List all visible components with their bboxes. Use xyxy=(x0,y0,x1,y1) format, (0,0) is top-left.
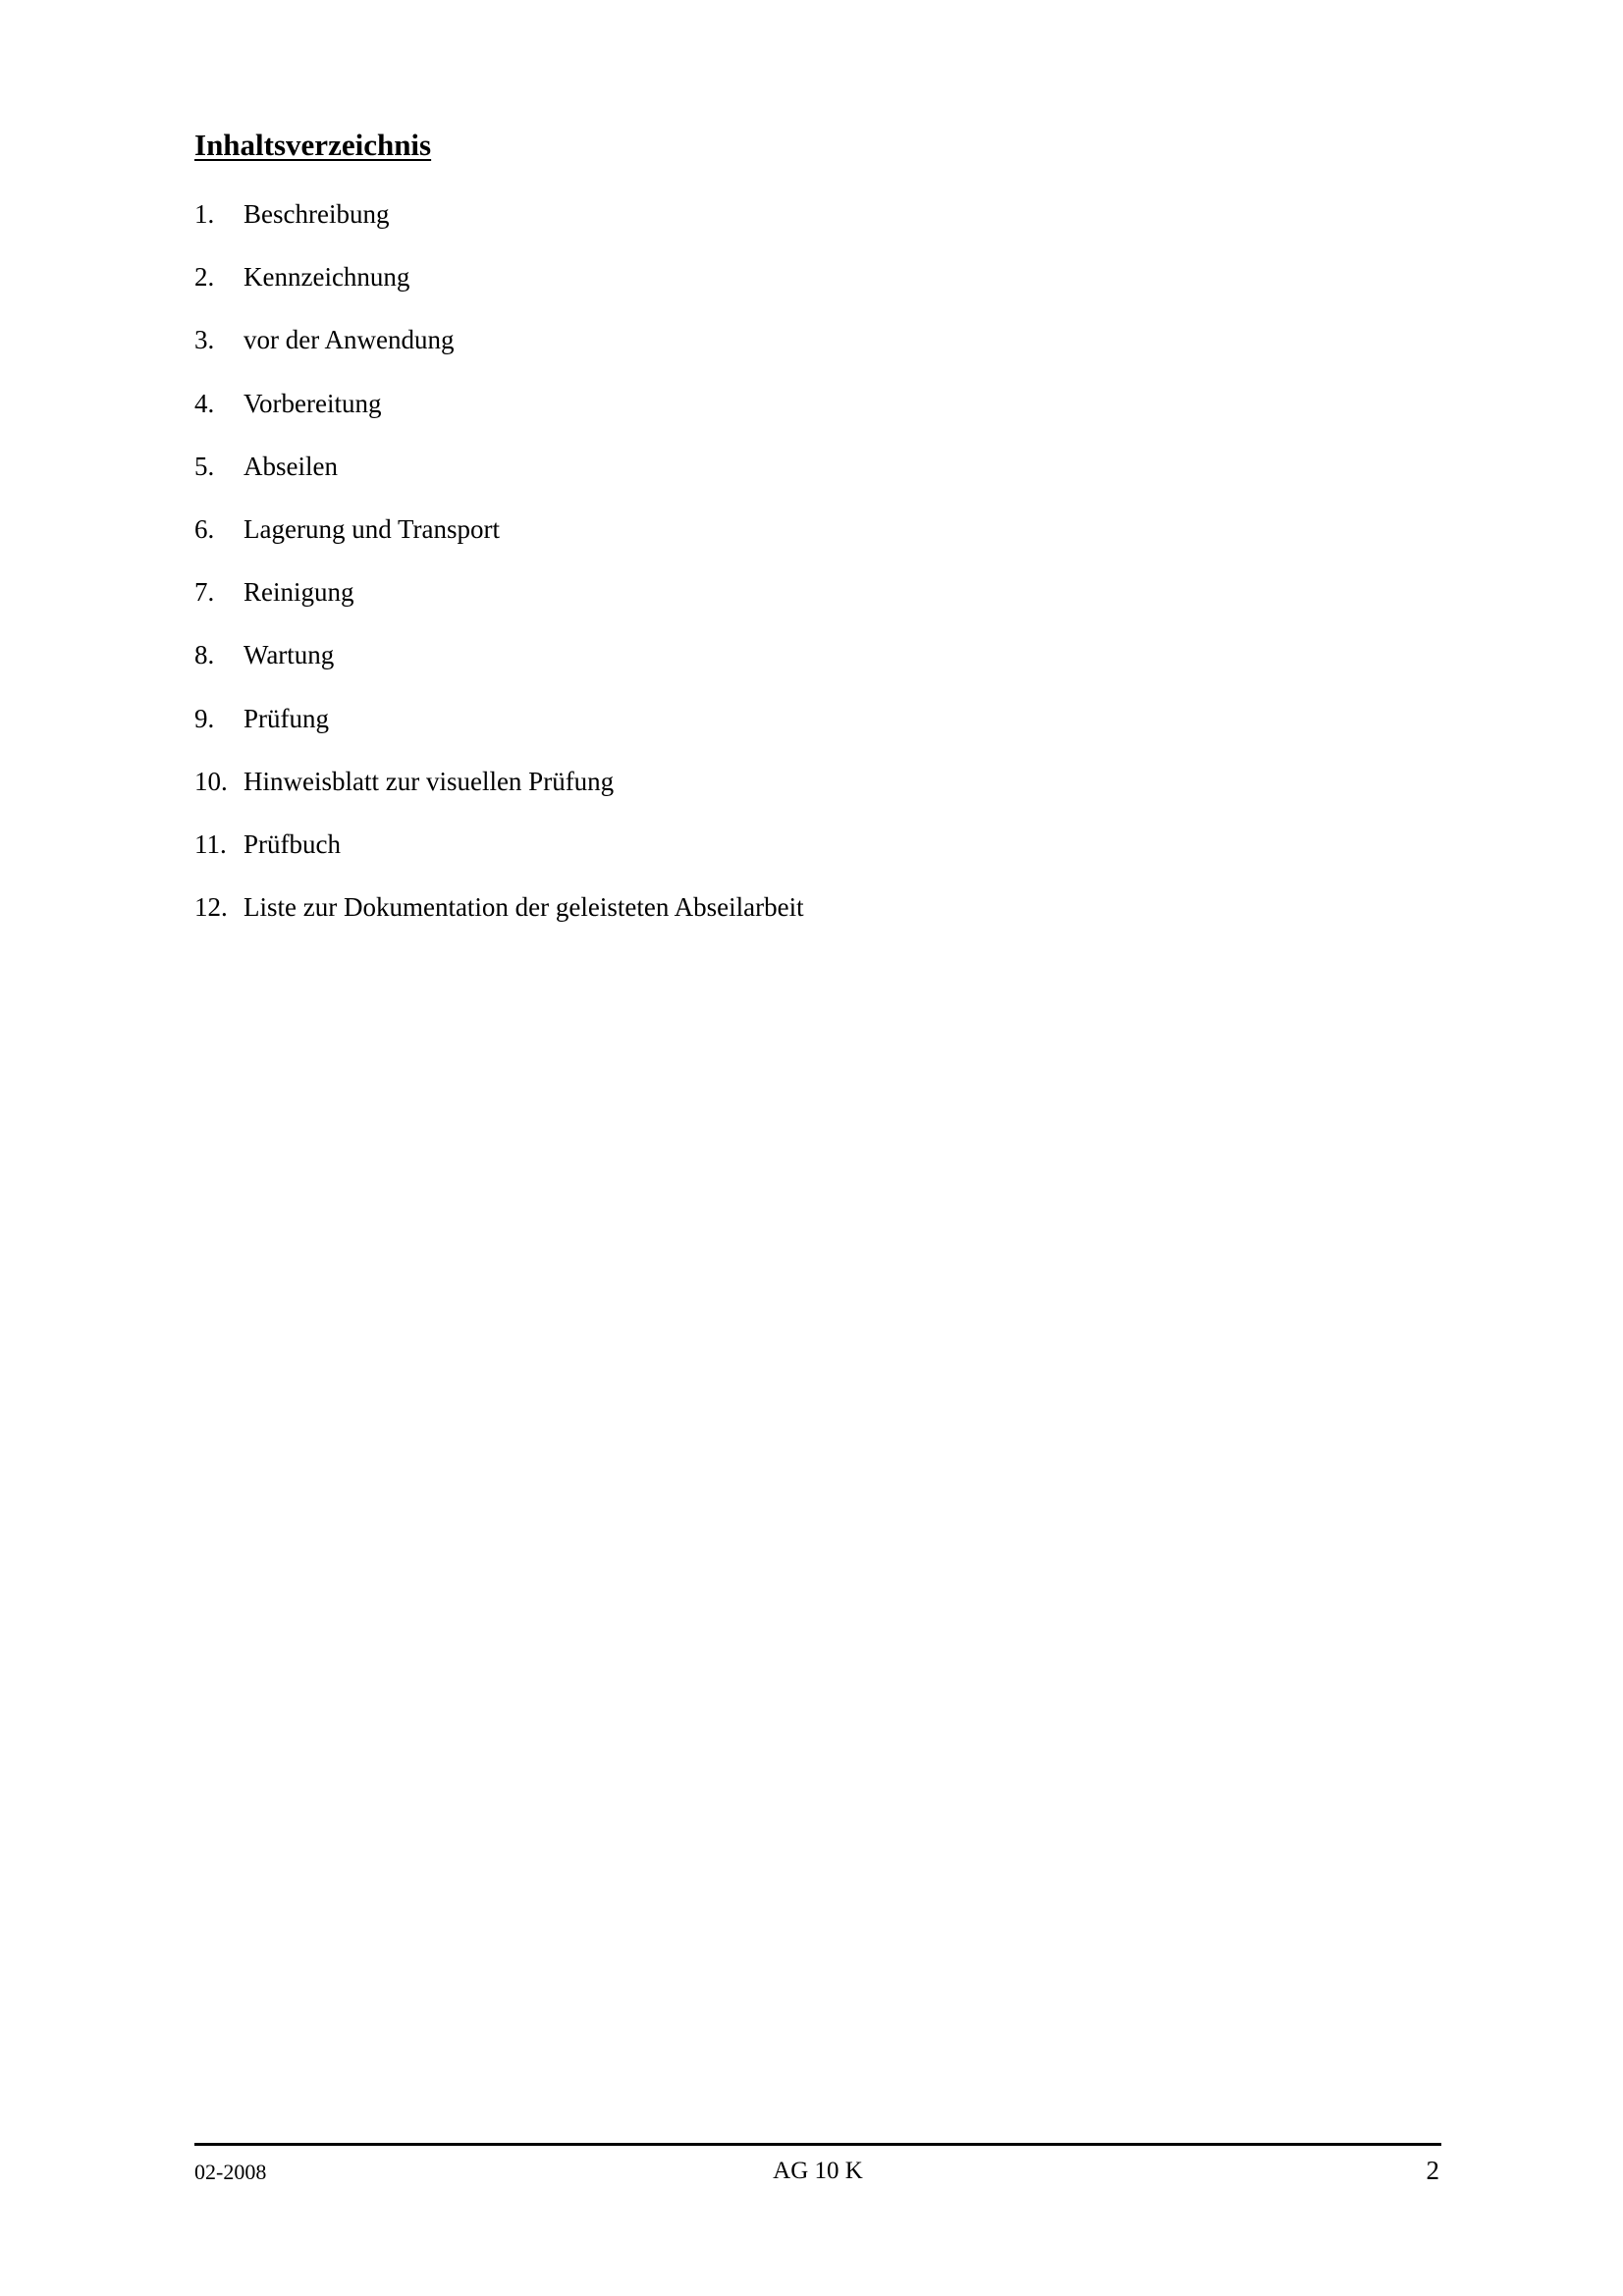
toc-item-number: 1. xyxy=(194,199,215,229)
toc-item-number: 9. xyxy=(194,703,215,733)
toc-item-label: Kennzeichnung xyxy=(243,262,410,293)
toc-item-label: Vorbereitung xyxy=(243,388,382,418)
toc-item-number: 3. xyxy=(194,325,215,355)
toc-item-number: 11. xyxy=(194,828,227,859)
toc-item-label: Wartung xyxy=(243,640,335,670)
toc-item xyxy=(194,451,804,516)
toc-item-label: Lagerung und Transport xyxy=(243,513,500,544)
toc-item-label: Reinigung xyxy=(243,577,354,608)
toc-item xyxy=(194,828,804,894)
toc-item-label: Abseilen xyxy=(243,451,338,481)
toc-item-label: vor der Anwendung xyxy=(243,325,455,355)
toc-item xyxy=(194,703,804,769)
toc-item xyxy=(194,579,804,642)
toc-item-number: 6. xyxy=(194,513,215,544)
toc-item-label: Liste zur Dokumentation der geleisteten Abseilarbeit xyxy=(243,892,804,923)
footer-date: 02-2008 xyxy=(194,2160,267,2184)
toc-item xyxy=(194,513,804,579)
toc-item xyxy=(194,766,804,831)
toc-title: Inhaltsverzeichnis xyxy=(194,128,432,162)
footer-page-number: 2 xyxy=(1426,2156,1439,2185)
toc-item-number: 4. xyxy=(194,388,215,418)
toc-item-number: 10. xyxy=(194,766,228,796)
footer-document-id: AG 10 K xyxy=(773,2158,863,2184)
footer-divider xyxy=(194,2143,1441,2146)
page-footer xyxy=(194,2156,1441,2189)
toc-item xyxy=(194,327,804,390)
toc-item-label: Prüfbuch xyxy=(243,828,341,859)
toc-item xyxy=(194,894,804,957)
toc-item-number: 5. xyxy=(194,451,215,481)
toc-item-number: 7. xyxy=(194,577,215,608)
toc-item-label: Hinweisblatt zur visuellen Prüfung xyxy=(243,766,615,796)
toc-item xyxy=(194,642,804,705)
toc-item-label: Prüfung xyxy=(243,703,329,733)
toc-item xyxy=(194,264,804,327)
toc-item-label: Beschreibung xyxy=(243,199,390,229)
toc-item xyxy=(194,388,804,454)
toc-item xyxy=(194,201,804,264)
toc-item-number: 8. xyxy=(194,640,215,670)
toc-item-number: 2. xyxy=(194,262,215,293)
toc-item-number: 12. xyxy=(194,892,228,923)
toc-list xyxy=(194,201,804,957)
